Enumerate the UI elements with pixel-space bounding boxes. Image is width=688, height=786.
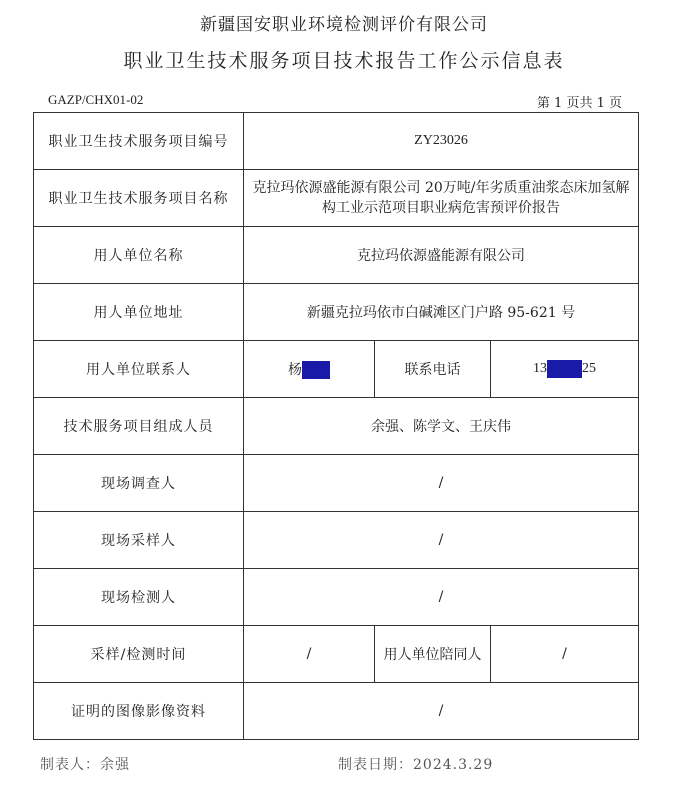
contact-name [244,341,375,398]
row-employer-address [34,284,639,341]
contact-label: 用人单位联系人 [34,341,244,398]
row-testing [34,569,639,626]
images-label: 证明的图像影像资料 [34,683,244,740]
employer-name-label: 用人单位名称 [34,227,244,284]
row-survey [34,455,639,512]
sampling-label: 现场采样人 [34,512,244,569]
document-number: GAZP/CHX01-02 [48,92,144,107]
survey-value: / [244,455,639,512]
preparer: 制表人：余强 [40,757,130,773]
testing-label: 现场检测人 [34,569,244,626]
survey-label: 现场调查人 [34,455,244,512]
row-employer-name [34,227,639,284]
accompany-label: 用人单位陪同人 [375,626,491,683]
project-no-value: ZY23026 [244,113,639,170]
project-no-label: 职业卫生技术服务项目编号 [34,113,244,170]
row-sampling [34,512,639,569]
contact-name-redaction: 建明 [302,362,330,378]
sampling-time-label: 采样/检测时间 [34,626,244,683]
phone-label: 联系电话 [375,341,491,398]
row-team [34,398,639,455]
phone-suffix: 25 [582,361,596,376]
project-name-value: 克拉玛依源盛能源有限公司 20万吨/年劣质重油浆态床加氢解构工业示范项目职业病危害预评价报告 [244,170,639,227]
testing-value: / [244,569,639,626]
sampling-value: / [244,512,639,569]
contact-name-visible: 杨 [288,362,302,378]
team-value: 余强、陈学文、王庆伟 [244,398,639,455]
team-label: 技术服务项目组成人员 [34,398,244,455]
company-name: 新疆国安职业环境检测评价有限公司 [200,15,488,35]
row-project-no [34,113,639,170]
page-number: 第 1 页共 1 页 [536,96,622,111]
employer-name-value: 克拉玛依源盛能源有限公司 [244,227,639,284]
row-sampling-time [34,626,639,683]
row-contact [34,341,639,398]
row-project-name [34,170,639,227]
sampling-time-value: / [244,626,375,683]
project-name-label: 职业卫生技术服务项目名称 [34,170,244,227]
info-table [33,112,639,740]
images-value: / [244,683,639,740]
employer-address-label: 用人单位地址 [34,284,244,341]
prepared-date: 制表日期：2024.3.29 [338,757,494,773]
employer-address-value: 新疆克拉玛依市白碱滩区门户路 95-621 号 [244,284,639,341]
page-title: 职业卫生技术服务项目技术报告工作公示信息表 [123,50,565,72]
phone-value [491,341,639,398]
accompany-value: / [491,626,639,683]
phone-prefix: 13 [533,361,547,376]
row-images [34,683,639,740]
phone-redaction: 99308 [547,361,582,376]
